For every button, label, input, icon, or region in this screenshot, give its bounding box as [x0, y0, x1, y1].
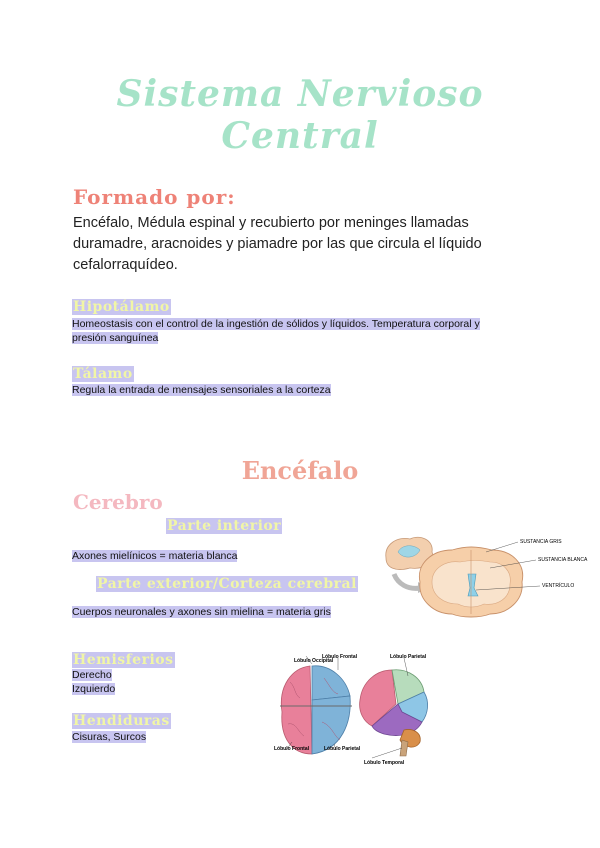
talamo-section: [72, 365, 134, 383]
label-frontal-top: Lóbulo Frontal: [322, 654, 357, 660]
page-title-line1: Sistema Nervioso: [116, 73, 484, 115]
label-sustancia-gris: SUSTANCIA GRIS: [520, 539, 562, 545]
exterior-section: [96, 575, 358, 593]
label-temporal: Lóbulo Temporal: [364, 760, 405, 766]
brain-cross-section-figure: [380, 530, 588, 630]
cerebro-heading: Cerebro: [73, 490, 163, 514]
hendiduras-section: [72, 712, 171, 730]
exterior-text-wrap: [72, 605, 331, 619]
talamo-heading: Tálamo: [73, 366, 133, 382]
talamo-text-wrap: [72, 383, 331, 397]
label-sustancia-blanca: SUSTANCIA BLANCA: [538, 557, 588, 563]
hemisferios-heading: Hemisferios: [73, 652, 174, 668]
hemisferios-item-izquierdo: Izquierdo: [72, 683, 116, 695]
interior-heading: Parte interior: [167, 518, 282, 534]
hendiduras-heading: Hendiduras: [73, 713, 170, 729]
label-frontal-bottom: Lóbulo Frontal: [274, 746, 309, 752]
hemisferios-list: [72, 668, 115, 696]
hendiduras-text: Cisuras, Surcos: [72, 731, 147, 743]
label-parietal-right: Lóbulo Parietal: [390, 654, 427, 660]
talamo-text: Regula la entrada de mensajes sensoriales a la corteza: [72, 384, 331, 396]
interior-text: Axones mielínicos = materia blanca: [72, 550, 238, 562]
hipotalamo-line1: Homeostasis con el control de la ingestión de sólidos y líquidos. Temperatura corporal y: [72, 318, 480, 330]
interior-text-wrap: [72, 549, 237, 563]
hipotalamo-heading: Hipotálamo: [73, 299, 170, 315]
brain-lobes-figure: [272, 652, 442, 767]
brain-top-view: [280, 666, 352, 754]
interior-section: [166, 517, 282, 535]
hipotalamo-text: [72, 317, 522, 345]
formado-text: Encéfalo, Médula espinal y recubierto por meninges llamadas duramadre, aracnoides y piamadre por las que circula el líquido cefalorraquídeo.: [73, 215, 482, 273]
label-parietal-bottom: Lóbulo Parietal: [324, 746, 361, 752]
hendiduras-text-wrap: [72, 730, 146, 744]
page-title-line2: Central: [221, 115, 379, 157]
hipotalamo-section: [72, 298, 171, 316]
hemisferios-item-derecho: Derecho: [72, 669, 112, 681]
brain-section: [419, 547, 522, 617]
hipotalamo-line2: presión sanguínea: [72, 332, 159, 344]
label-ventriculo: VENTRÍCULO: [542, 583, 575, 589]
brain-side-view: [360, 670, 428, 756]
encefalo-heading: Encéfalo: [241, 456, 359, 485]
exterior-heading: Parte exterior/Corteza cerebral: [97, 576, 357, 592]
hemisferios-section: [72, 651, 175, 669]
label-occipital: Lóbulo Occipital: [294, 658, 334, 664]
formado-heading: Formado por:: [73, 185, 236, 209]
exterior-text: Cuerpos neuronales y axones sin mielina = materia gris: [72, 606, 331, 618]
